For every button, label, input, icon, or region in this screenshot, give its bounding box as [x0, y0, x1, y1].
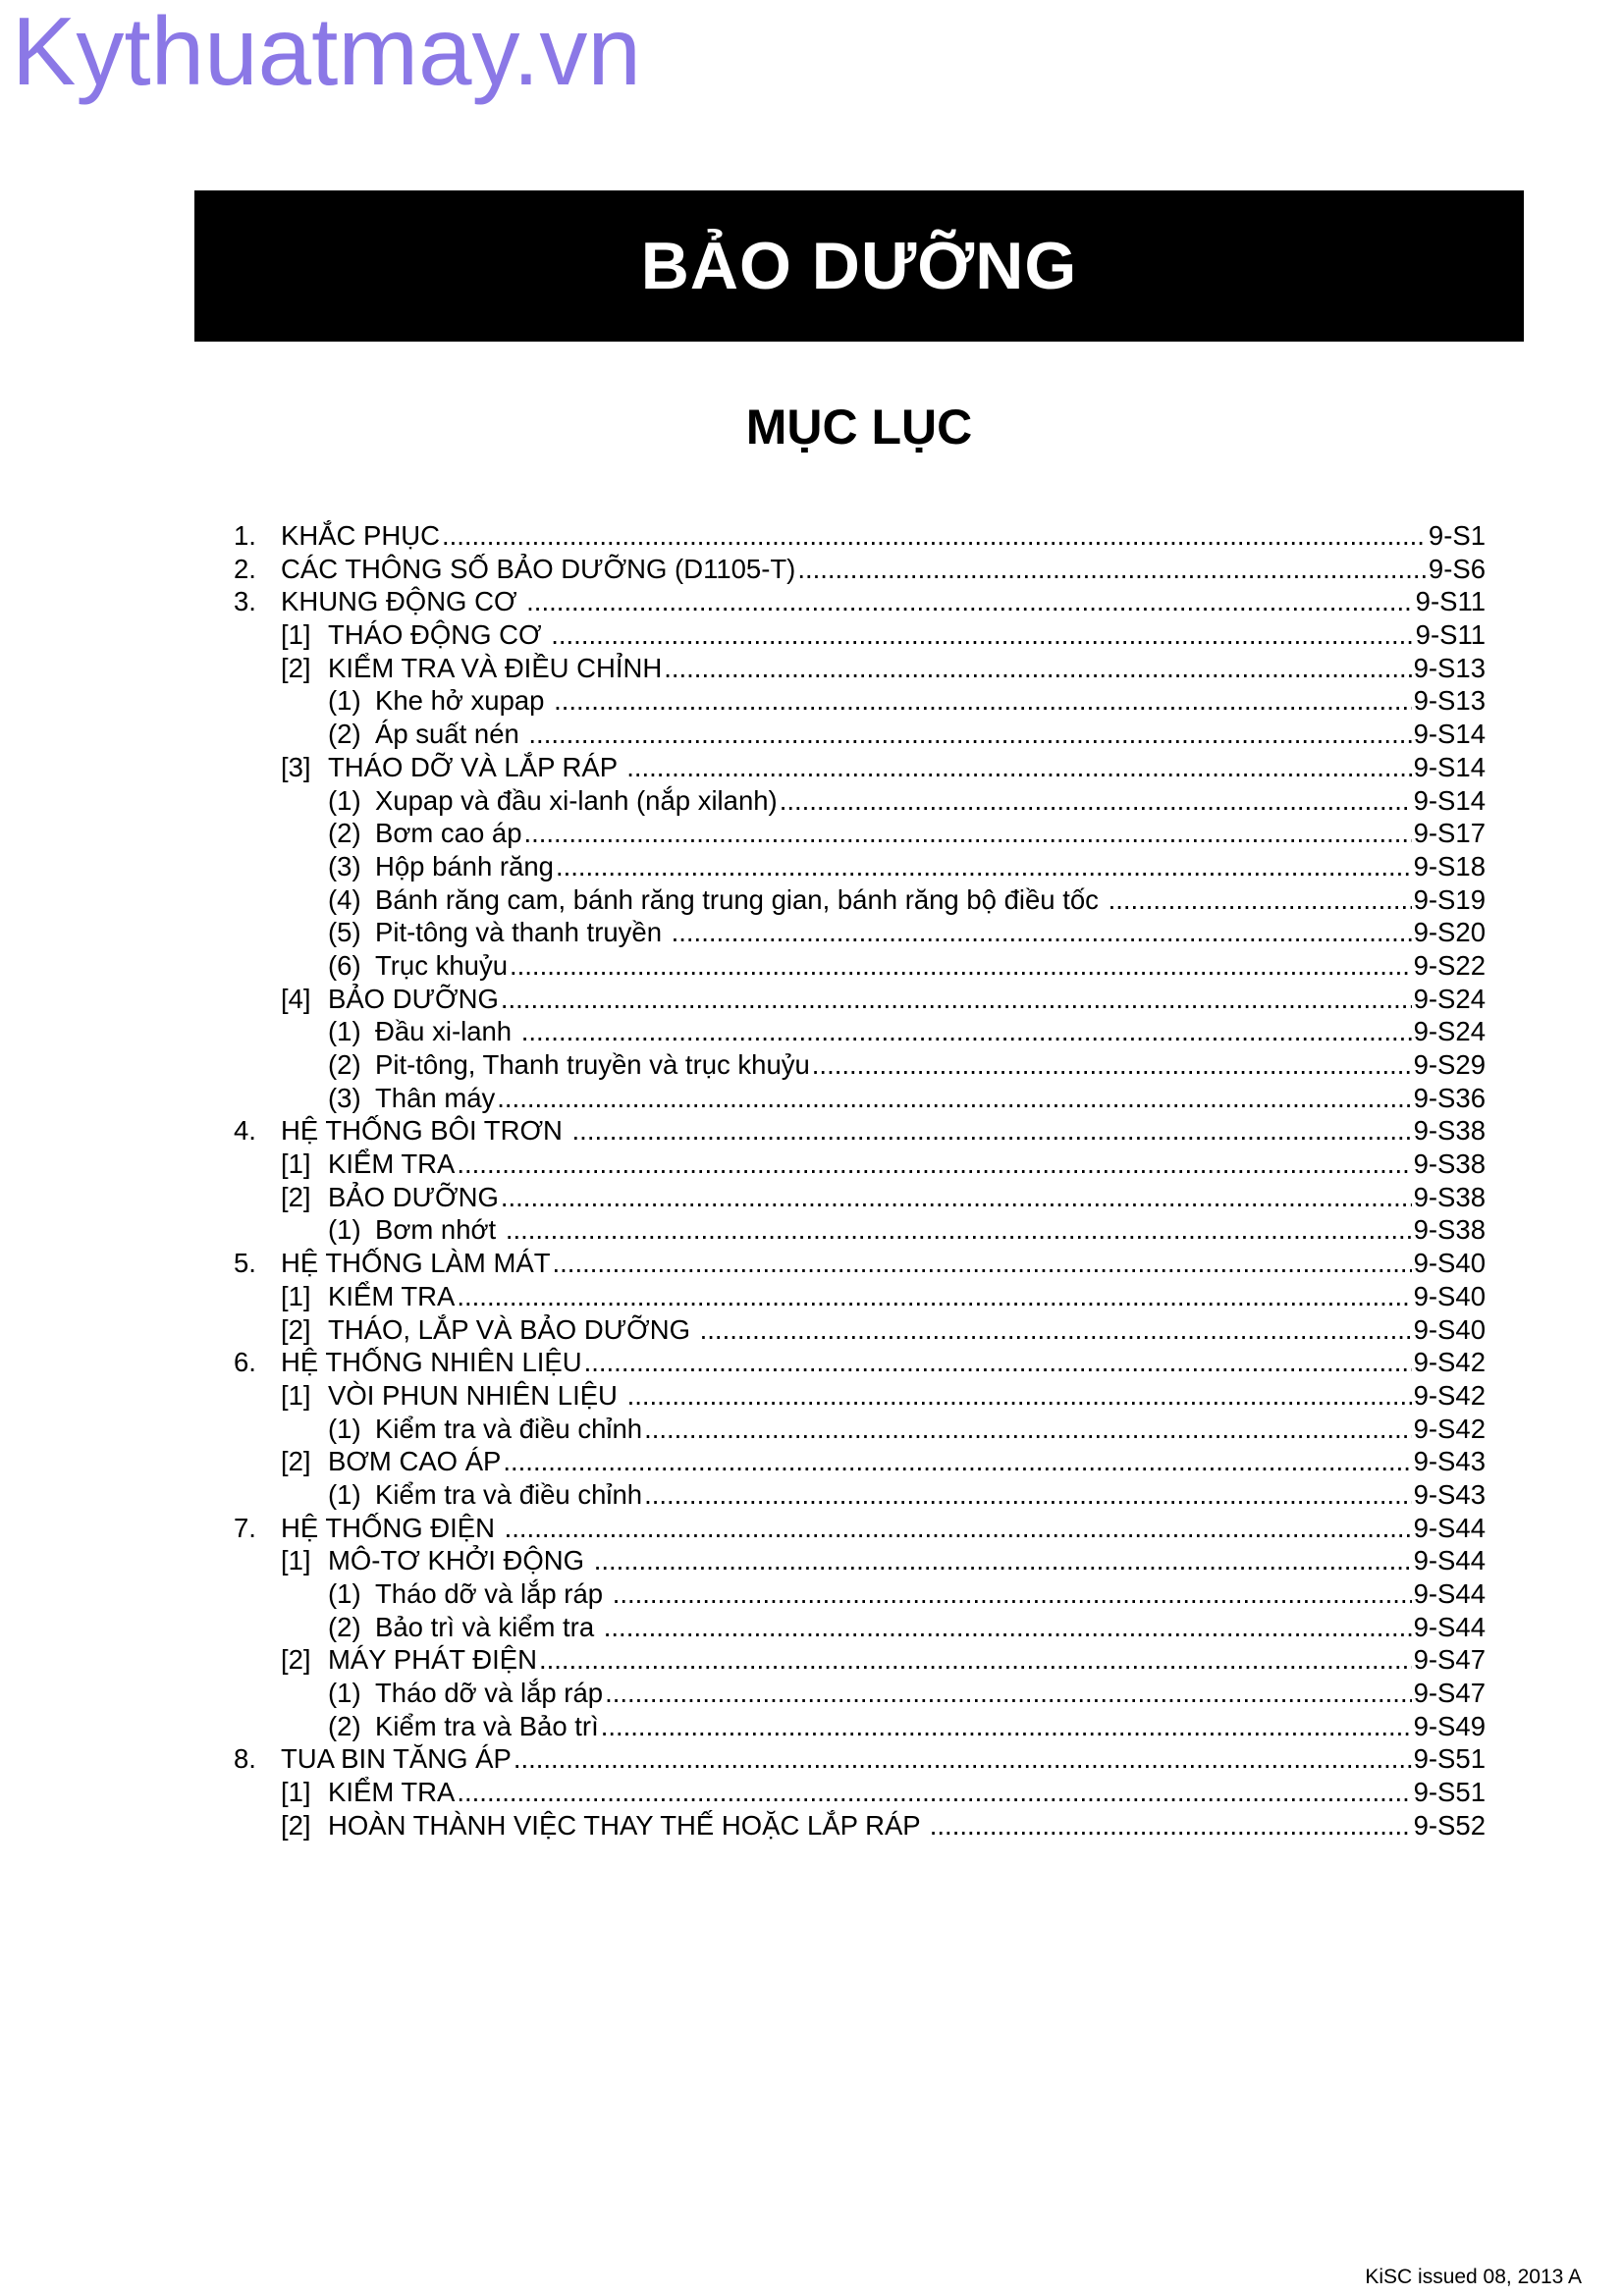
toc-dot-leader — [457, 1281, 1411, 1312]
toc-entry-page: 9-S38 — [1413, 1214, 1486, 1246]
toc-dot-leader — [506, 1214, 1412, 1246]
toc-entry-label: THÁO DỠ VÀ LẮP RÁP — [328, 751, 625, 782]
toc-entry-number: [2] — [281, 1313, 311, 1345]
toc-entry-label: Bơm cao áp — [375, 818, 522, 849]
toc-dot-leader — [501, 1182, 1412, 1213]
toc-entry[interactable] — [234, 818, 1486, 851]
toc-entry-number: [4] — [281, 983, 311, 1014]
toc-entry-number: 8. — [234, 1743, 256, 1775]
toc-entry-page: 9-S40 — [1413, 1280, 1486, 1311]
toc-entry-label: THÁO, LẮP VÀ BẢO DƯỠNG — [328, 1313, 698, 1345]
toc-entry-page: 9-S22 — [1413, 949, 1486, 981]
toc-entry-number: [3] — [281, 751, 311, 782]
toc-entry[interactable] — [234, 1182, 1486, 1215]
toc-entry[interactable] — [234, 1115, 1486, 1148]
toc-entry-page: 9-S38 — [1413, 1148, 1486, 1180]
toc-dot-leader — [514, 1743, 1412, 1775]
toc-entry[interactable] — [234, 653, 1486, 686]
toc-entry-page: 9-S43 — [1413, 1446, 1486, 1477]
table-of-contents — [234, 520, 1486, 1843]
toc-entry-number: 4. — [234, 1115, 256, 1147]
toc-entry-label: KHUNG ĐỘNG CƠ — [281, 586, 525, 617]
toc-entry[interactable] — [234, 554, 1486, 587]
toc-entry-label: Khe hở xupap — [375, 685, 553, 717]
toc-entry[interactable] — [234, 851, 1486, 884]
toc-entry[interactable] — [234, 917, 1486, 950]
toc-entry-label: VÒI PHUN NHIÊN LIỆU — [328, 1379, 625, 1411]
toc-entry-label: MÔ-TƠ KHỞI ĐỘNG — [328, 1545, 592, 1576]
toc-dot-leader — [780, 785, 1412, 817]
toc-entry-number: (1) — [328, 784, 361, 816]
toc-entry-page: 9-S13 — [1413, 652, 1486, 683]
toc-entry[interactable] — [234, 1083, 1486, 1116]
toc-entry-page: 9-S17 — [1413, 818, 1486, 849]
toc-entry-page: 9-S44 — [1413, 1578, 1486, 1609]
toc-dot-leader — [554, 685, 1412, 717]
toc-entry[interactable] — [234, 1446, 1486, 1479]
toc-entry[interactable] — [234, 1380, 1486, 1414]
toc-dot-leader — [700, 1314, 1412, 1346]
footer-issue-note: KiSC issued 08, 2013 A — [1365, 2266, 1582, 2288]
toc-entry[interactable] — [234, 719, 1486, 752]
toc-entry-page: 9-S51 — [1413, 1777, 1486, 1808]
toc-entry-number: 5. — [234, 1248, 256, 1279]
toc-entry-label: Pit-tông và thanh truyền — [375, 917, 670, 948]
toc-entry-label: Tháo dỡ và lắp ráp — [375, 1678, 604, 1709]
toc-entry-number: 1. — [234, 520, 256, 551]
toc-entry-page: 9-S18 — [1413, 850, 1486, 881]
toc-heading: MỤC LỤC — [745, 400, 973, 454]
toc-entry-page: 9-S40 — [1413, 1313, 1486, 1345]
toc-entry-label: HỆ THỐNG ĐIỆN — [281, 1512, 503, 1543]
toc-dot-leader — [528, 719, 1411, 750]
toc-entry-number: (5) — [328, 917, 361, 948]
toc-entry-number: [2] — [281, 652, 311, 683]
toc-entry-label: HOÀN THÀNH VIỆC THAY THẾ HOẶC LẮP RÁP — [328, 1809, 928, 1841]
toc-entry-page: 9-S43 — [1413, 1478, 1486, 1510]
toc-dot-leader — [644, 1479, 1412, 1511]
toc-entry-label: BẢO DƯỠNG — [328, 983, 499, 1014]
toc-dot-leader — [521, 1016, 1412, 1047]
toc-entry[interactable] — [234, 1810, 1486, 1843]
toc-entry-page: 9-S40 — [1413, 1248, 1486, 1279]
toc-entry[interactable] — [234, 520, 1486, 554]
toc-entry-page: 9-S47 — [1413, 1644, 1486, 1676]
toc-entry-number: (6) — [328, 949, 361, 981]
toc-entry-number: (1) — [328, 1478, 361, 1510]
toc-dot-leader — [497, 1083, 1411, 1114]
toc-entry-number: [1] — [281, 1148, 311, 1180]
toc-entry[interactable] — [234, 1743, 1486, 1777]
toc-entry[interactable] — [234, 984, 1486, 1017]
toc-entry-label: HỆ THỐNG NHIÊN LIỆU — [281, 1347, 582, 1378]
toc-entry-page: 9-S19 — [1413, 883, 1486, 915]
toc-dot-leader — [812, 1049, 1412, 1081]
toc-entry-number: (3) — [328, 1082, 361, 1113]
toc-entry[interactable] — [234, 586, 1486, 619]
toc-entry-page: 9-S24 — [1413, 983, 1486, 1014]
toc-entry-number: [2] — [281, 1809, 311, 1841]
toc-entry-page: 9-S47 — [1413, 1678, 1486, 1709]
toc-entry-number: [1] — [281, 1777, 311, 1808]
toc-entry-number: (2) — [328, 1710, 361, 1741]
toc-entry-label: TUA BIN TĂNG ÁP — [281, 1743, 512, 1775]
toc-entry-number: (1) — [328, 1016, 361, 1047]
toc-entry-label: MÁY PHÁT ĐIỆN — [328, 1644, 537, 1676]
toc-entry-page: 9-S11 — [1415, 619, 1486, 651]
toc-entry-label: Bảo trì và kiểm tra — [375, 1611, 602, 1642]
toc-entry-number: (2) — [328, 1611, 361, 1642]
toc-entry-label: KIỂM TRA VÀ ĐIỀU CHỈNH — [328, 652, 663, 683]
toc-dot-leader — [572, 1115, 1412, 1147]
toc-entry-number: [1] — [281, 1379, 311, 1411]
toc-entry-label: HỆ THỐNG LÀM MÁT — [281, 1248, 551, 1279]
toc-entry-number: [1] — [281, 1545, 311, 1576]
toc-entry-number: [1] — [281, 619, 311, 651]
toc-entry[interactable] — [234, 1479, 1486, 1513]
toc-entry-label: Thân máy — [375, 1082, 496, 1113]
toc-entry-label: Đầu xi-lanh — [375, 1016, 519, 1047]
toc-entry-label: KIỂM TRA — [328, 1777, 456, 1808]
toc-entry-number: 6. — [234, 1347, 256, 1378]
toc-entry-page: 9-S36 — [1413, 1082, 1486, 1113]
toc-entry-number: (1) — [328, 1678, 361, 1709]
toc-entry[interactable] — [234, 1148, 1486, 1182]
toc-dot-leader — [457, 1777, 1411, 1808]
toc-dot-leader — [797, 554, 1427, 585]
toc-dot-leader — [604, 1612, 1412, 1643]
toc-entry[interactable] — [234, 950, 1486, 984]
toc-entry[interactable] — [234, 619, 1486, 653]
toc-entry-number: [1] — [281, 1280, 311, 1311]
toc-entry[interactable] — [234, 1314, 1486, 1348]
toc-entry-page: 9-S24 — [1413, 1016, 1486, 1047]
toc-entry-page: 9-S14 — [1413, 751, 1486, 782]
toc-entry-label: Bơm nhớt — [375, 1214, 504, 1246]
toc-entry-label: Trục khuỷu — [375, 949, 509, 981]
toc-entry-number: (1) — [328, 685, 361, 717]
toc-entry-number: [2] — [281, 1446, 311, 1477]
toc-entry-page: 9-S42 — [1413, 1347, 1486, 1378]
toc-entry-page: 9-S42 — [1413, 1379, 1486, 1411]
toc-entry-label: HỆ THỐNG BÔI TRƠN — [281, 1115, 570, 1147]
toc-entry[interactable] — [234, 1513, 1486, 1546]
toc-dot-leader — [930, 1810, 1412, 1842]
toc-entry[interactable] — [234, 1248, 1486, 1281]
toc-entry-label: BƠM CAO ÁP — [328, 1446, 502, 1477]
toc-dot-leader — [539, 1644, 1412, 1676]
toc-entry-label: KHẮC PHỤC — [281, 520, 440, 551]
toc-entry-label: THÁO ĐỘNG CƠ — [328, 619, 550, 651]
toc-dot-leader — [613, 1578, 1412, 1610]
toc-entry[interactable] — [234, 1612, 1486, 1645]
toc-dot-leader — [501, 984, 1412, 1015]
toc-entry-page: 9-S42 — [1413, 1413, 1486, 1444]
toc-entry[interactable] — [234, 1678, 1486, 1711]
title-banner — [194, 190, 1524, 342]
toc-dot-leader — [503, 1446, 1411, 1477]
toc-dot-leader — [457, 1148, 1411, 1180]
toc-entry-page: 9-S6 — [1428, 553, 1486, 584]
toc-entry-number: [2] — [281, 1644, 311, 1676]
toc-entry-page: 9-S14 — [1413, 719, 1486, 750]
toc-entry-number: (2) — [328, 719, 361, 750]
toc-entry[interactable] — [234, 1049, 1486, 1083]
toc-entry-page: 9-S38 — [1413, 1115, 1486, 1147]
toc-entry-label: Kiểm tra và điều chỉnh — [375, 1413, 643, 1444]
toc-entry[interactable] — [234, 1347, 1486, 1380]
toc-entry-page: 9-S20 — [1413, 917, 1486, 948]
toc-entry-number: (1) — [328, 1214, 361, 1246]
toc-entry-page: 9-S52 — [1413, 1809, 1486, 1841]
toc-entry[interactable] — [234, 1711, 1486, 1744]
toc-dot-leader — [505, 1513, 1412, 1544]
toc-entry-label: Kiểm tra và Bảo trì — [375, 1710, 599, 1741]
toc-entry-label: KIỂM TRA — [328, 1280, 456, 1311]
watermark-text: Kythuatmay.vn — [12, 0, 641, 105]
toc-entry-page: 9-S1 — [1428, 520, 1486, 551]
toc-dot-leader — [594, 1545, 1412, 1576]
toc-dot-leader — [553, 1248, 1412, 1279]
toc-entry[interactable] — [234, 752, 1486, 785]
toc-dot-leader — [1109, 884, 1412, 916]
toc-entry[interactable] — [234, 1578, 1486, 1612]
toc-dot-leader — [556, 851, 1412, 882]
toc-entry-label: Áp suất nén — [375, 719, 527, 750]
toc-entry-number: (4) — [328, 883, 361, 915]
toc-dot-leader — [627, 1380, 1412, 1412]
toc-dot-leader — [626, 752, 1411, 783]
page-title: BẢO DƯỠNG — [640, 229, 1078, 303]
toc-entry-number: (1) — [328, 1578, 361, 1609]
toc-dot-leader — [526, 586, 1413, 617]
toc-entry-number: 3. — [234, 586, 256, 617]
toc-dot-leader — [524, 818, 1412, 849]
toc-dot-leader — [605, 1678, 1412, 1709]
toc-entry-number: (2) — [328, 1049, 361, 1080]
toc-entry-page: 9-S44 — [1413, 1545, 1486, 1576]
toc-dot-leader — [584, 1347, 1412, 1378]
toc-entry[interactable] — [234, 785, 1486, 819]
toc-dot-leader — [510, 950, 1412, 982]
toc-entry[interactable] — [234, 884, 1486, 918]
toc-entry-page: 9-S49 — [1413, 1710, 1486, 1741]
toc-entry-label: CÁC THÔNG SỐ BẢO DƯỠNG (D1105-T) — [281, 553, 796, 584]
toc-entry[interactable] — [234, 685, 1486, 719]
toc-entry-label: Tháo dỡ và lắp ráp — [375, 1578, 611, 1609]
toc-entry[interactable] — [234, 1545, 1486, 1578]
toc-dot-leader — [644, 1414, 1412, 1445]
toc-entry-page: 9-S29 — [1413, 1049, 1486, 1080]
toc-entry[interactable] — [234, 1777, 1486, 1810]
toc-entry-label: Pit-tông, Thanh truyền và trục khuỷu — [375, 1049, 810, 1080]
toc-dot-leader — [664, 653, 1411, 684]
toc-entry-number: 7. — [234, 1512, 256, 1543]
toc-entry-label: BẢO DƯỠNG — [328, 1181, 499, 1212]
toc-entry-number: (2) — [328, 818, 361, 849]
toc-entry-label: Hộp bánh răng — [375, 850, 554, 881]
toc-entry-label: Kiểm tra và điều chỉnh — [375, 1478, 643, 1510]
toc-entry[interactable] — [234, 1644, 1486, 1678]
toc-entry-page: 9-S38 — [1413, 1181, 1486, 1212]
toc-entry[interactable] — [234, 1414, 1486, 1447]
toc-entry-number: 2. — [234, 553, 256, 584]
toc-dot-leader — [672, 917, 1412, 948]
toc-entry-number: [2] — [281, 1181, 311, 1212]
toc-dot-leader — [601, 1711, 1412, 1742]
toc-entry-number: (1) — [328, 1413, 361, 1444]
toc-entry[interactable] — [234, 1016, 1486, 1049]
toc-dot-leader — [551, 619, 1413, 651]
toc-entry-page: 9-S51 — [1413, 1743, 1486, 1775]
toc-entry-label: KIỂM TRA — [328, 1148, 456, 1180]
toc-entry[interactable] — [234, 1214, 1486, 1248]
toc-entry-page: 9-S44 — [1413, 1611, 1486, 1642]
toc-entry-label: Xupap và đầu xi-lanh (nắp xilanh) — [375, 784, 778, 816]
toc-entry-number: (3) — [328, 850, 361, 881]
toc-entry-page: 9-S14 — [1413, 784, 1486, 816]
toc-entry[interactable] — [234, 1281, 1486, 1314]
toc-entry-label: Bánh răng cam, bánh răng trung gian, bánh răng bộ điều tốc — [375, 883, 1107, 915]
toc-entry-page: 9-S44 — [1413, 1512, 1486, 1543]
toc-dot-leader — [442, 520, 1427, 552]
toc-entry-page: 9-S11 — [1415, 586, 1486, 617]
toc-entry-page: 9-S13 — [1413, 685, 1486, 717]
